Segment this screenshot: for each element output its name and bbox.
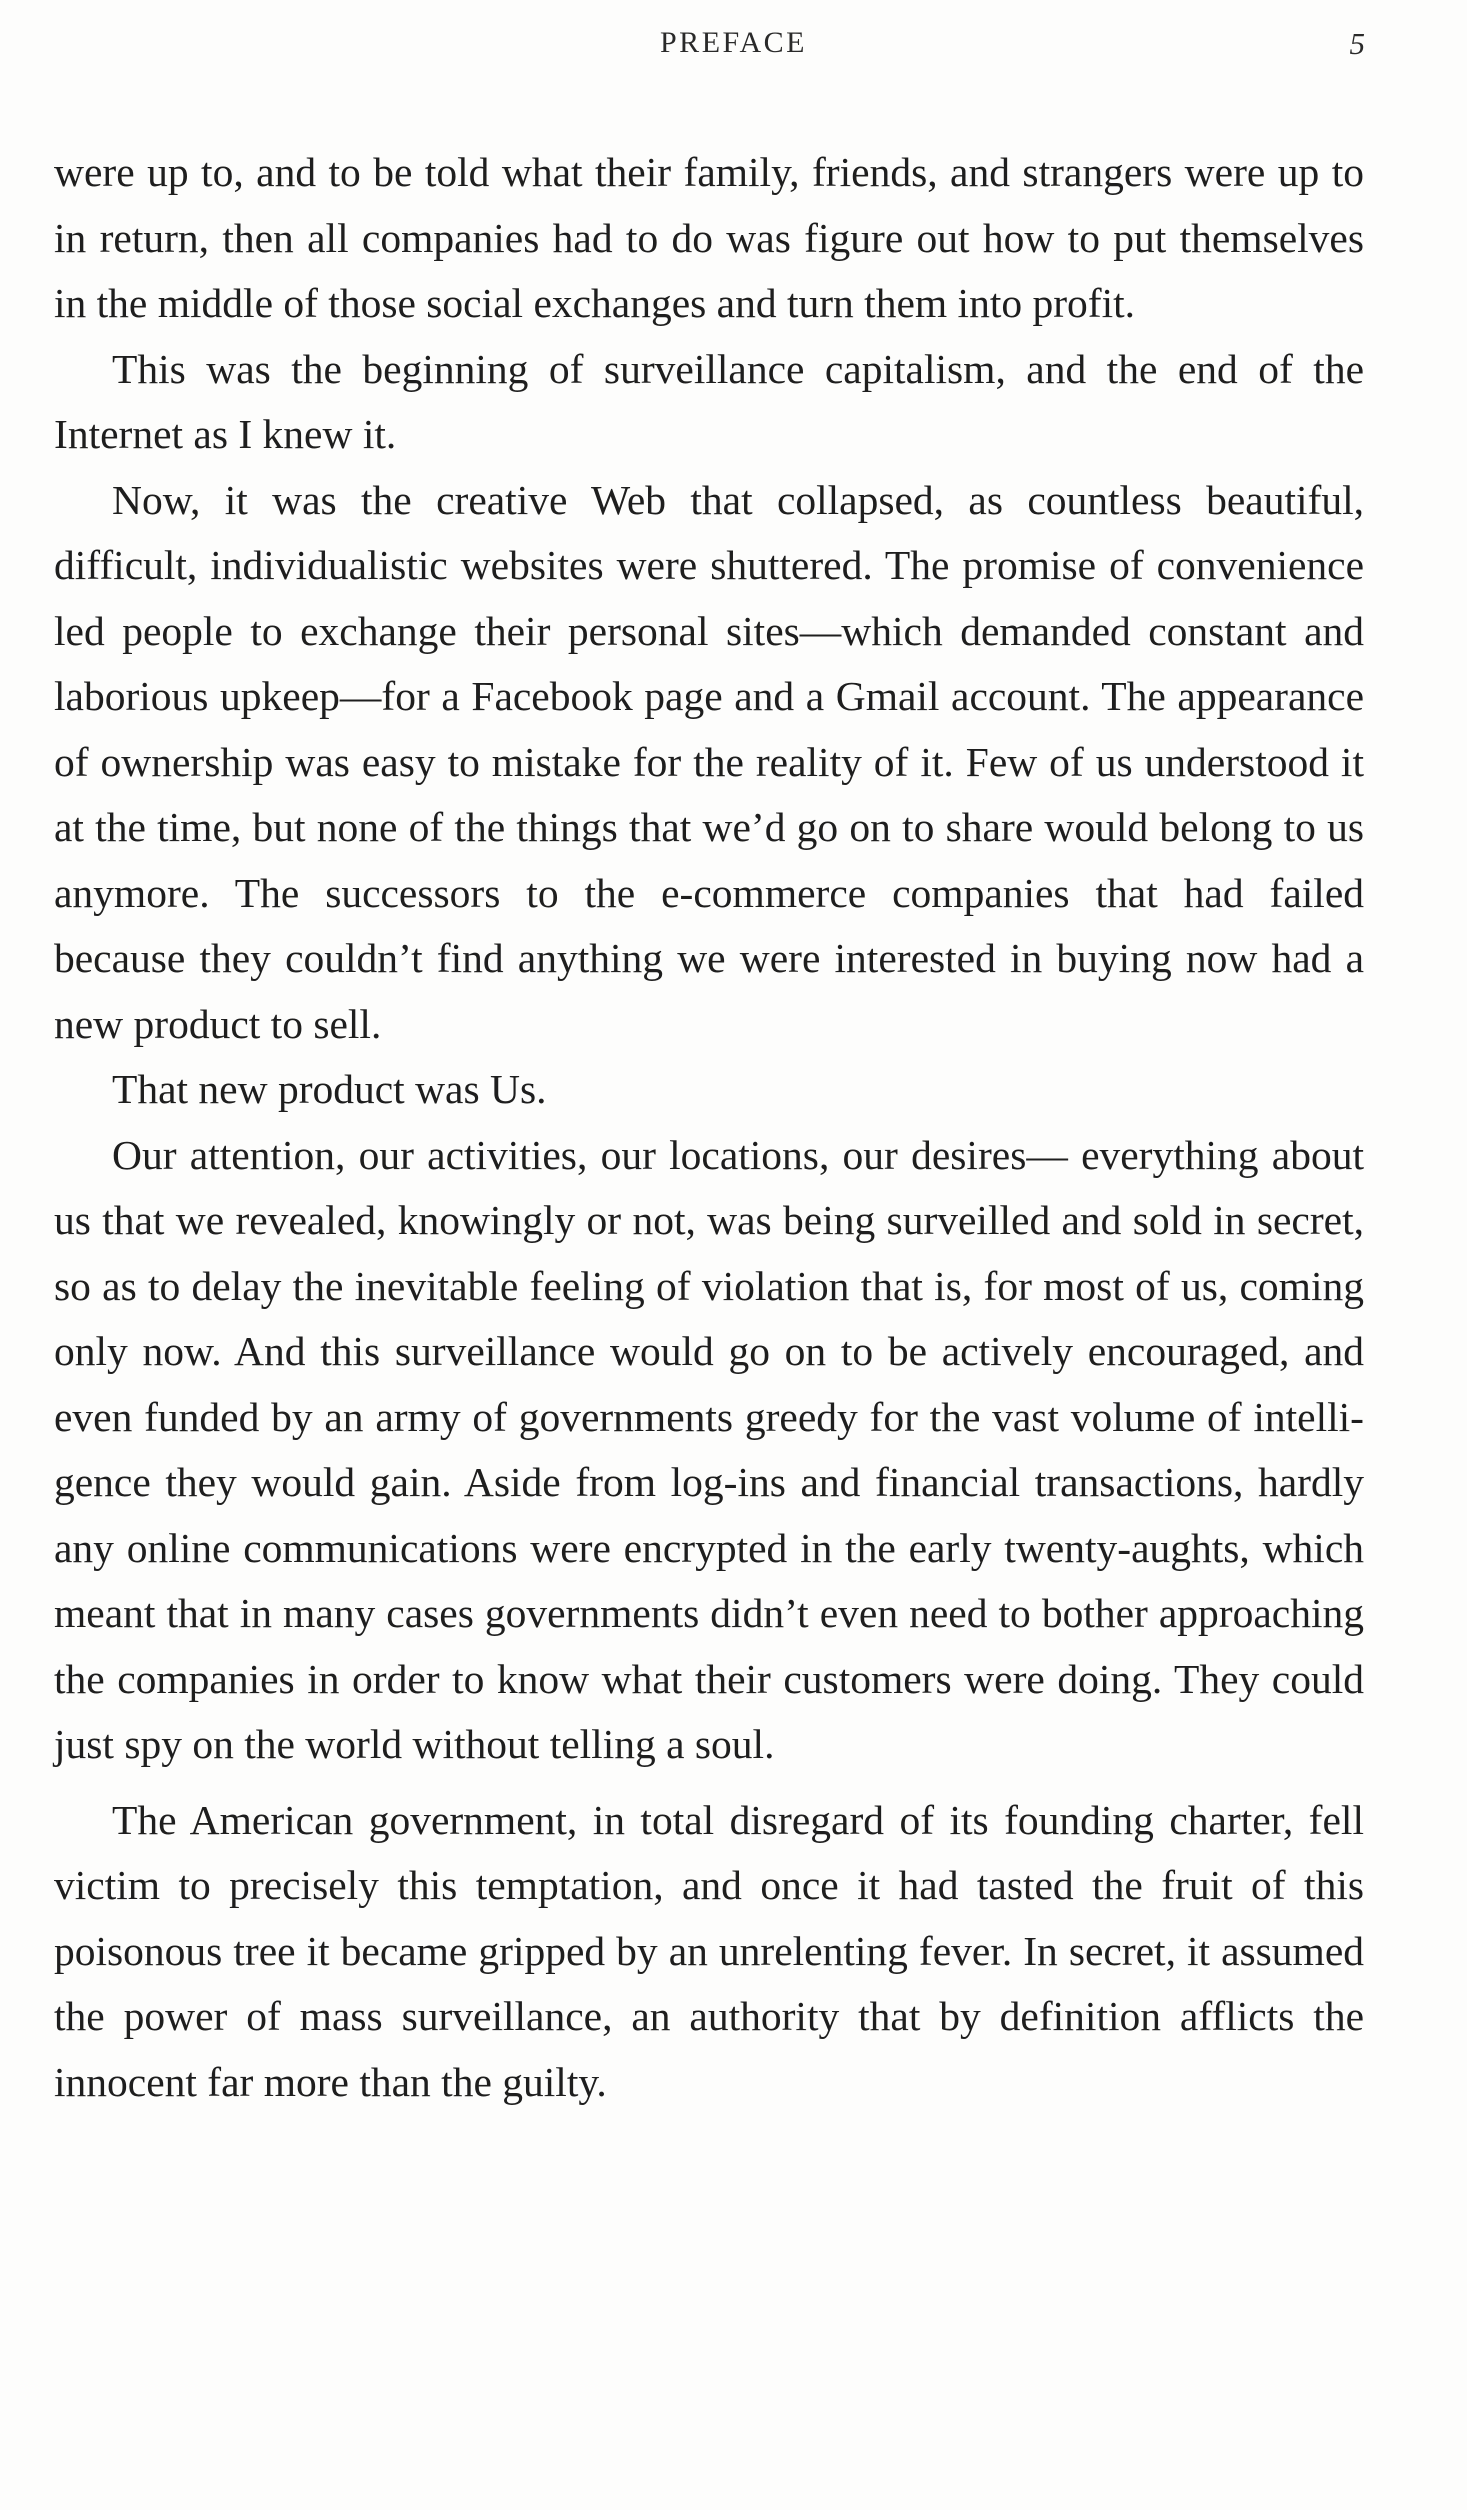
body-text: [54, 140, 1364, 2115]
paragraph: This was the beginning of surveillance capitalism, and the end of the Internet as I knew it.: [54, 345, 1364, 457]
running-title: PREFACE: [660, 26, 807, 59]
paragraph: Our attention, our activities, our locations, our desires— everything about us that we revealed, knowingly or not, was being surveilled and sold in secret, so as to delay the inevitable feeling of violation that is, for most of us, coming only now. And this surveillance would go on to be actively encouraged, and even funded by an army of governments greedy for the vast volume of intelligence they would gain. Aside from log-ins and financial transactions, hardly any online communications were encrypted in the early twenty-aughts, which meant that in many cases governments didn’t even need to bother approaching the companies in order to know what their customers were doing. They could just spy on the world without telling a soul.: [54, 1131, 1364, 1767]
page-number: 5: [1349, 26, 1365, 61]
paragraph: Now, it was the creative Web that collapsed, as countless beautiful, difficult, individualistic websites were shuttered. The promise of convenience led people to exchange their personal sites—which demanded constant and laborious upkeep—for a Facebook page and a Gmail account. The appearance of ownership was easy to mistake for the reality of it. Few of us understood it at the time, but none of the things that we’d go on to share would belong to us anymore. The successors to the e-commerce companies that had failed because they couldn’t find anything we were interested in buying now had a new product to sell.: [54, 476, 1364, 1047]
paragraph: That new product was Us.: [112, 1066, 547, 1112]
paragraph: The American government, in total disregard of its founding charter, fell victim to precisely this temptation, and once it had tasted the fruit of this poisonous tree it became gripped by an unrelenting fever. In secret, it assumed the power of mass surveillance, an authority that by definition afflicts the innocent far more than the guilty.: [54, 1796, 1364, 2105]
running-head: [0, 26, 1467, 66]
paragraph-continued: were up to, and to be told what their family, friends, and strangers were up to in return, then all companies had to do was figure out how to put themselves in the middle of those social exchanges and turn them into profit.: [54, 149, 1364, 326]
